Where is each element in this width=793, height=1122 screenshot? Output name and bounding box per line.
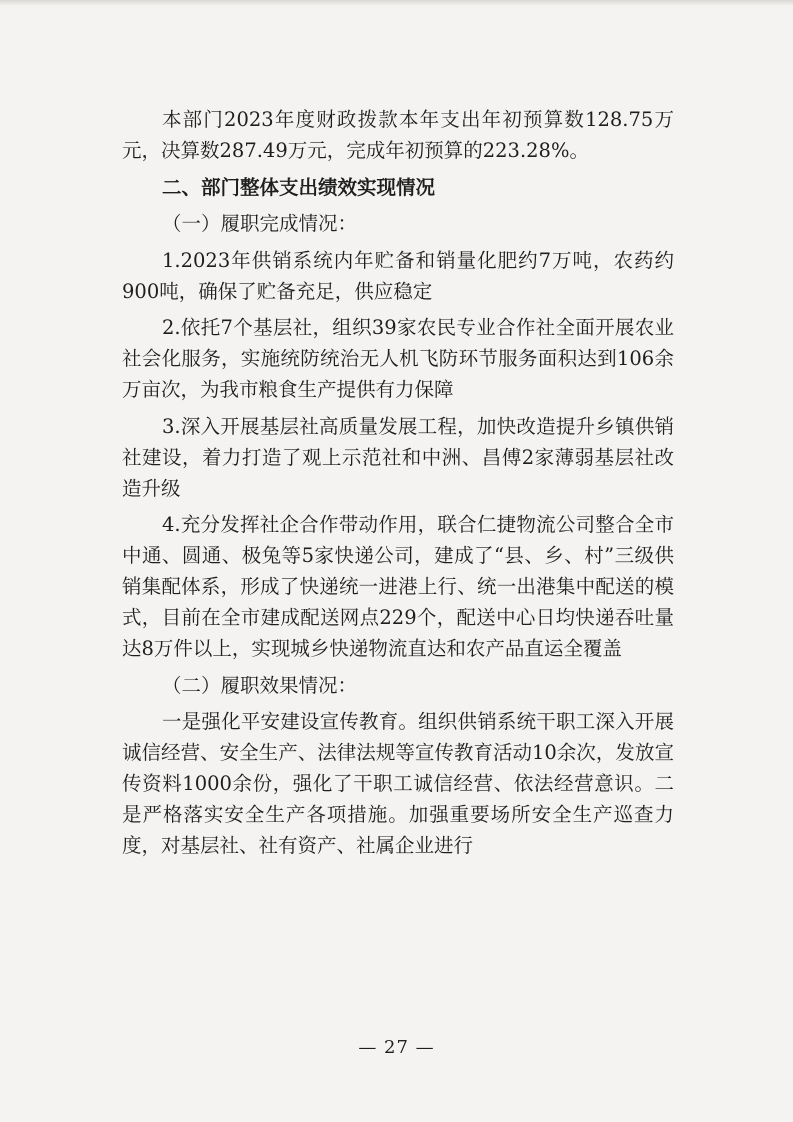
scan-top-edge [0, 0, 793, 6]
page-number: — 27 — [358, 1037, 435, 1058]
paragraph-effect-details: 一是强化平安建设宣传教育。组织供销系统干职工深入开展诚信经营、安全生产、法律法规等宣传教育活动10余次，发放宣传资料1000余份，强化了干职工诚信经营、依法经营意识。二是严格落实安全生产各项措施。加强重要场所安全生产巡查力度，对基层社、社有资产、社属企业进行 [122, 710, 674, 857]
subheading-duty-effect: （二）履职效果情况： [162, 673, 358, 697]
subheading-duty-completion: （一）履职完成情况： [162, 212, 358, 235]
section-heading-performance: 二、部门整体支出绩效实现情况 [162, 175, 436, 199]
paragraph-item-4: 4.充分发挥社企合作带动作用，联合仁捷物流公司整合全市中通、圆通、极兔等5家快递公司，建成了“县、乡、村”三级供销集配体系，形成了快递统一进港上行、统一出港集中配送的模式，目前在全市建成配送网点229个，配送中心日均快递吞吐量达8万件以上，实现城乡快递物流直达和农产品直运全覆盖 [122, 513, 674, 660]
paragraph-item-2: 2.依托7个基层社，组织39家农民专业合作社全面开展农业社会化服务，实施统防统治无人机飞防环节服务面积达到106余万亩次，为我市粮食生产提供有力保障 [122, 316, 674, 401]
paragraph-item-3: 3.深入开展基层社高质量发展工程，加快改造提升乡镇供销社建设，着力打造了观上示范社和中洲、昌傅2家薄弱基层社改造升级 [122, 414, 674, 500]
paragraph-budget-summary: 本部门2023年度财政拨款本年支出年初预算数128.75万元，决算数287.49万元，完成年初预算的223.28%。 [122, 108, 674, 162]
document-body [122, 104, 674, 867]
paragraph-item-1: 1.2023年供销系统内年贮备和销量化肥约7万吨，农药约900吨，确保了贮备充足，供应稳定 [122, 248, 674, 303]
